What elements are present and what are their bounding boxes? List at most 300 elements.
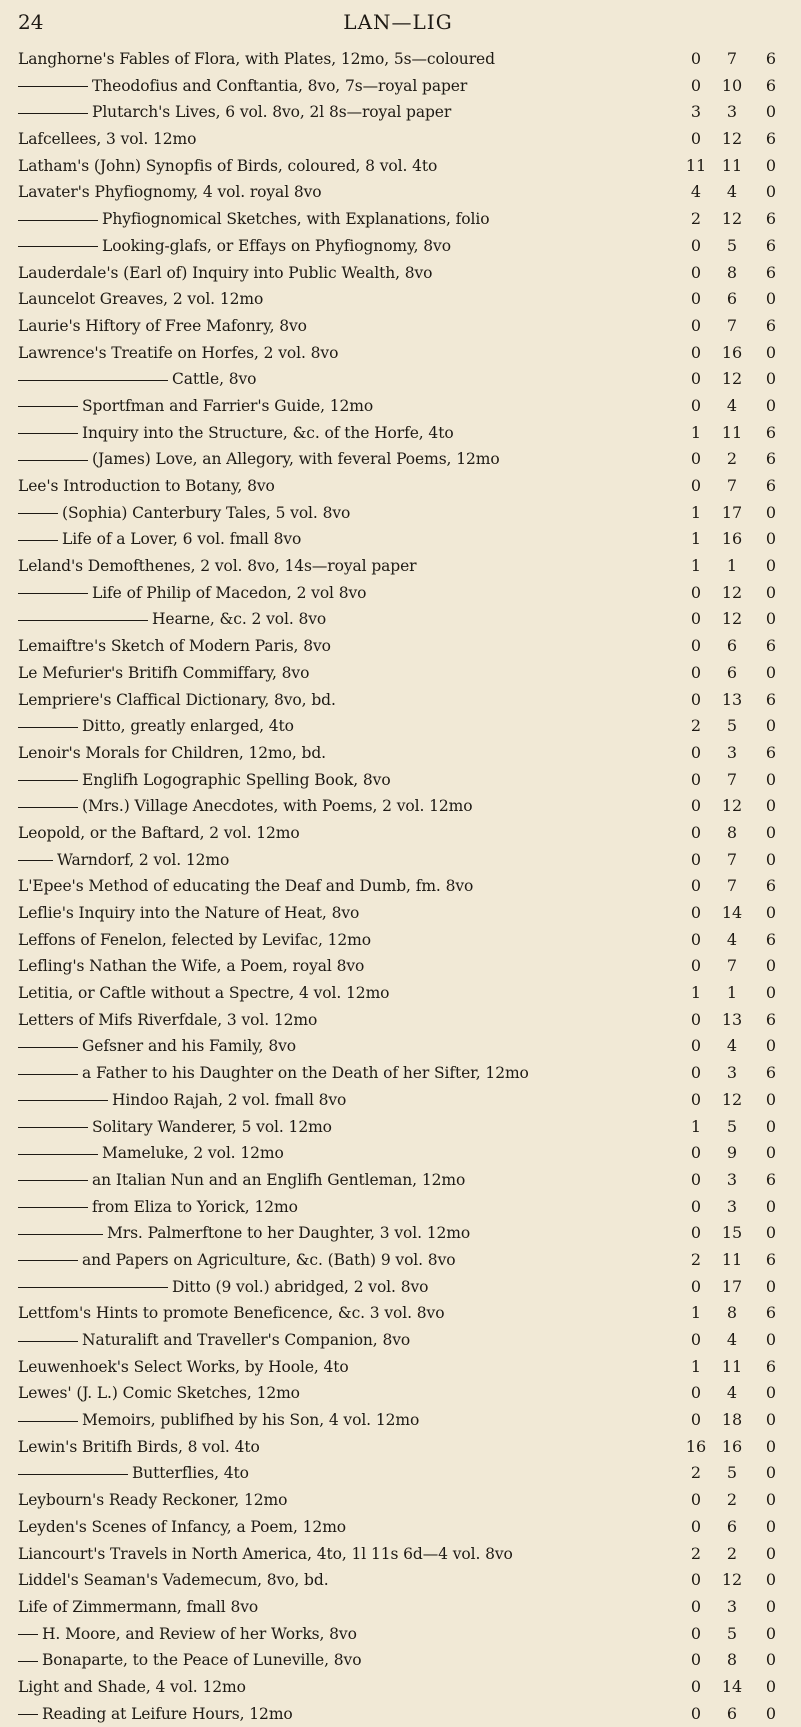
price-shillings: 5 [726, 1623, 738, 1643]
entry-title [18, 767, 618, 794]
catalogue-entry [18, 473, 786, 500]
ditto-dash [18, 220, 98, 221]
catalogue-entry [18, 1541, 786, 1568]
price-shillings: 16 [721, 342, 743, 362]
catalogue-entry [18, 687, 786, 714]
price-pounds: 0 [690, 1143, 702, 1163]
entry-title-text: Memoirs, publifhed by his Son, 4 vol. 12mo [82, 1411, 420, 1430]
ditto-dash [18, 1100, 108, 1101]
entry-title-text: Lee's Introduction to Botany, 8vo [18, 477, 275, 495]
catalogue-entry [18, 820, 786, 847]
entry-title-text: Hearne, &c. 2 vol. 8vo [152, 610, 327, 629]
ditto-dash [18, 1287, 168, 1288]
price-pounds: 0 [690, 1516, 702, 1536]
price-pence: 0 [765, 1383, 777, 1403]
ditto-dash [18, 1047, 78, 1048]
catalogue-entry [18, 793, 786, 820]
price-shillings: 16 [721, 1436, 743, 1456]
price-shillings: 12 [721, 796, 743, 816]
ditto-dash [18, 380, 168, 381]
price-pence: 0 [765, 155, 777, 175]
entry-title-text: a Father to his Daughter on the Death of her Sifter, 12mo [82, 1064, 529, 1083]
ditto-dash [18, 1207, 88, 1208]
price-pounds: 0 [690, 289, 702, 309]
price-pence: 0 [765, 609, 777, 629]
price-pence: 0 [765, 1543, 777, 1563]
price-pence: 6 [765, 1009, 777, 1029]
entry-title-text: Lavater's Phyfiognomy, 4 vol. royal 8vo [18, 183, 322, 202]
entry-title [18, 1647, 618, 1674]
price-pence: 6 [765, 235, 777, 255]
price-shillings: 12 [721, 1570, 743, 1590]
price-shillings: 14 [721, 903, 743, 922]
entry-title [18, 580, 618, 607]
entry-title [18, 313, 618, 340]
price-pounds: 0 [690, 609, 702, 629]
price-pounds: 0 [690, 1490, 702, 1510]
catalogue-entry [18, 900, 786, 927]
price-shillings: 11 [721, 1249, 743, 1269]
price-shillings: 8 [726, 262, 738, 282]
price-shillings: 13 [721, 689, 743, 709]
entry-title-text: H. Moore, and Review of her Works, 8vo [42, 1624, 357, 1643]
entry-title [18, 1567, 618, 1594]
catalogue-entry [18, 1033, 786, 1060]
ditto-dash [18, 1634, 38, 1635]
entry-title [18, 873, 618, 900]
entry-title [18, 927, 618, 954]
price-pounds: 0 [690, 1036, 702, 1056]
price-shillings: 12 [721, 609, 743, 629]
price-shillings: 12 [721, 369, 743, 389]
price-shillings: 12 [721, 1089, 743, 1109]
price-pounds: 16 [685, 1436, 707, 1456]
entry-title-text: Leland's Demofthenes, 2 vol. 8vo, 14s—royal paper [18, 557, 417, 576]
price-shillings: 7 [726, 876, 738, 896]
ditto-dash [18, 1341, 78, 1342]
entry-title [18, 473, 618, 500]
price-pounds: 1 [690, 983, 702, 1003]
price-shillings: 16 [721, 529, 743, 549]
price-shillings: 12 [721, 129, 743, 149]
price-pence: 0 [765, 903, 777, 922]
price-pounds: 0 [690, 849, 702, 869]
entry-title-text: Gefsner and his Family, 8vo [82, 1037, 296, 1056]
entry-title [18, 500, 618, 527]
catalogue-entry [18, 1701, 786, 1727]
entry-title [18, 1541, 618, 1568]
price-pence: 0 [765, 822, 777, 842]
catalogue-list [18, 46, 786, 1727]
entry-title-text: Laurie's Hiftory of Free Mafonry, 8vo [18, 316, 307, 335]
price-pounds: 1 [690, 529, 702, 549]
entry-title-text: (Sophia) Canterbury Tales, 5 vol. 8vo [62, 503, 351, 522]
price-pence: 0 [765, 1623, 777, 1643]
price-pounds: 1 [690, 1356, 702, 1376]
entry-title-text: Ditto, greatly enlarged, 4to [82, 717, 294, 736]
price-pounds: 2 [690, 1249, 702, 1269]
catalogue-entry [18, 1621, 786, 1648]
entry-title-text: Leyden's Scenes of Infancy, a Poem, 12mo [18, 1517, 347, 1536]
price-pence: 0 [765, 1410, 777, 1430]
entry-title-text: Sportfman and Farrier's Guide, 12mo [82, 396, 374, 415]
price-pence: 0 [765, 369, 777, 389]
entry-title-text: Ditto (9 vol.) abridged, 2 vol. 8vo [172, 1277, 429, 1296]
price-pence: 6 [765, 1303, 777, 1323]
price-shillings: 5 [726, 716, 738, 736]
catalogue-entry [18, 847, 786, 874]
price-shillings: 3 [726, 102, 738, 122]
price-pence: 0 [765, 556, 777, 576]
catalogue-entry [18, 953, 786, 980]
entry-title-text: (James) Love, an Allegory, with feveral Poems, 12mo [92, 450, 500, 469]
price-pence: 0 [765, 662, 777, 682]
price-shillings: 4 [726, 1036, 738, 1056]
entry-title-text: from Eliza to Yorick, 12mo [92, 1197, 298, 1216]
price-pounds: 0 [690, 582, 702, 602]
price-pence: 6 [765, 262, 777, 282]
ditto-dash [18, 860, 53, 861]
price-shillings: 6 [726, 662, 738, 682]
price-pounds: 0 [690, 1169, 702, 1189]
price-pounds: 0 [690, 369, 702, 389]
entry-title [18, 1140, 618, 1167]
ditto-dash [18, 433, 78, 434]
entry-title [18, 1701, 618, 1727]
price-shillings: 5 [726, 235, 738, 255]
price-pounds: 1 [690, 502, 702, 522]
price-shillings: 10 [721, 75, 743, 95]
price-shillings: 8 [726, 1303, 738, 1323]
price-shillings: 8 [726, 1650, 738, 1670]
entry-title-text: and Papers on Agriculture, &c. (Bath) 9 vol. 8vo [82, 1250, 456, 1269]
price-pence: 0 [765, 1490, 777, 1510]
price-pounds: 0 [690, 1330, 702, 1349]
price-shillings: 4 [726, 929, 738, 949]
entry-title [18, 126, 618, 153]
price-pounds: 0 [690, 1223, 702, 1243]
price-pence: 0 [765, 582, 777, 602]
entry-title-text: Liddel's Seaman's Vademecum, 8vo, bd. [18, 1571, 329, 1590]
ditto-dash [18, 406, 78, 407]
price-pence: 0 [765, 529, 777, 549]
price-pounds: 0 [690, 449, 702, 469]
price-pence: 6 [765, 476, 777, 495]
price-pence: 0 [765, 1516, 777, 1536]
entry-title-text: Liancourt's Travels in North America, 4to, 1l 11s 6d—4 vol. 8vo [18, 1544, 513, 1563]
price-shillings: 4 [726, 1383, 738, 1403]
price-pence: 0 [765, 102, 777, 122]
price-pounds: 0 [690, 903, 702, 922]
entry-title-text: Light and Shade, 4 vol. 12mo [18, 1677, 246, 1696]
catalogue-entry [18, 740, 786, 767]
entry-title [18, 1274, 618, 1301]
price-pence: 6 [765, 315, 777, 335]
running-head: LAN—LIG [343, 10, 453, 34]
entry-title-text: Letters of Mifs Riverfdale, 3 vol. 12mo [18, 1010, 318, 1029]
price-pounds: 0 [690, 742, 702, 762]
entry-title [18, 366, 618, 393]
price-pounds: 0 [690, 1089, 702, 1109]
ditto-dash [18, 1074, 78, 1075]
price-pounds: 0 [690, 1650, 702, 1670]
entry-title [18, 393, 618, 420]
price-pence: 0 [765, 502, 777, 522]
catalogue-entry [18, 500, 786, 527]
ditto-dash [18, 460, 88, 461]
entry-title [18, 820, 618, 847]
entry-title-text: Leffons of Fenelon, felected by Levifac, 12mo [18, 930, 372, 949]
price-pence: 0 [765, 342, 777, 362]
price-pence: 0 [765, 1143, 777, 1163]
entry-title [18, 1300, 618, 1327]
catalogue-entry [18, 873, 786, 900]
price-pounds: 0 [690, 235, 702, 255]
entry-title [18, 420, 618, 447]
price-pence: 0 [765, 1436, 777, 1456]
entry-title [18, 1487, 618, 1514]
entry-title-text: Langhorne's Fables of Flora, with Plates, 12mo, 5s—coloured [18, 50, 495, 68]
catalogue-entry [18, 553, 786, 580]
entry-title-text: Inquiry into the Structure, &c. of the Horfe, 4to [82, 423, 454, 442]
entry-title-text: Latham's (John) Synopfis of Birds, coloured, 8 vol. 4to [18, 156, 438, 175]
entry-title [18, 1594, 618, 1621]
price-pounds: 0 [690, 636, 702, 656]
price-shillings: 6 [726, 1516, 738, 1536]
entry-title [18, 1407, 618, 1434]
price-pence: 0 [765, 1676, 777, 1696]
catalogue-entry [18, 366, 786, 393]
entry-title [18, 713, 618, 740]
entry-title-text: Reading at Leifure Hours, 12mo [42, 1704, 293, 1723]
price-pounds: 1 [690, 1116, 702, 1136]
catalogue-entry [18, 927, 786, 954]
catalogue-entry [18, 767, 786, 794]
price-shillings: 3 [726, 742, 738, 762]
entry-title-text: Lawrence's Treatife on Horfes, 2 vol. 8vo [18, 343, 339, 362]
entry-title-text: Mameluke, 2 vol. 12mo [102, 1144, 284, 1163]
entry-title-text: Butterflies, 4to [132, 1464, 249, 1483]
catalogue-entry [18, 580, 786, 607]
entry-title [18, 153, 618, 180]
catalogue-entry [18, 446, 786, 473]
entry-title-text: Lettfom's Hints to promote Beneficence, &c. 3 vol. 8vo [18, 1304, 445, 1323]
entry-title-text: Life of Zimmermann, fmall 8vo [18, 1597, 259, 1616]
ditto-dash [18, 1260, 78, 1261]
price-pence: 6 [765, 742, 777, 762]
entry-title-text: Bonaparte, to the Peace of Luneville, 8vo [42, 1651, 362, 1670]
price-pence: 6 [765, 209, 777, 229]
price-pounds: 2 [690, 1543, 702, 1563]
entry-title [18, 179, 618, 206]
catalogue-entry [18, 1380, 786, 1407]
price-pence: 0 [765, 182, 777, 202]
entry-title [18, 1460, 618, 1487]
price-pounds: 1 [690, 1303, 702, 1323]
catalogue-entry [18, 46, 786, 73]
entry-title-text: Life of a Lover, 6 vol. fmall 8vo [62, 530, 302, 549]
catalogue-entry [18, 660, 786, 687]
price-shillings: 6 [726, 1703, 738, 1723]
catalogue-entry [18, 1594, 786, 1621]
price-shillings: 5 [726, 1116, 738, 1136]
price-shillings: 18 [721, 1410, 743, 1430]
price-shillings: 17 [721, 502, 743, 522]
price-pence: 6 [765, 1356, 777, 1376]
catalogue-entry [18, 340, 786, 367]
price-pence: 6 [765, 929, 777, 949]
catalogue-entry [18, 126, 786, 153]
ditto-dash [18, 246, 98, 247]
price-pence: 0 [765, 1089, 777, 1109]
price-shillings: 13 [721, 1009, 743, 1029]
price-shillings: 7 [726, 476, 738, 495]
ditto-dash [18, 1421, 78, 1422]
entry-title [18, 740, 618, 767]
price-pence: 0 [765, 289, 777, 309]
catalogue-entry [18, 313, 786, 340]
price-pounds: 0 [690, 1410, 702, 1430]
entry-title-text: Cattle, 8vo [172, 370, 257, 389]
price-shillings: 4 [726, 1330, 738, 1349]
price-pounds: 0 [690, 1009, 702, 1029]
catalogue-entry [18, 606, 786, 633]
price-pounds: 0 [690, 75, 702, 95]
catalogue-entry [18, 1114, 786, 1141]
entry-title-text: Mrs. Palmerftone to her Daughter, 3 vol. 12mo [107, 1224, 471, 1243]
ditto-dash [18, 513, 58, 514]
entry-title-text: Le Mefurier's Britifh Commiffary, 8vo [18, 663, 310, 682]
catalogue-entry [18, 1247, 786, 1274]
ditto-dash [18, 727, 78, 728]
price-shillings: 2 [726, 449, 738, 469]
entry-title [18, 1621, 618, 1648]
price-shillings: 2 [726, 1490, 738, 1510]
entry-title [18, 46, 618, 73]
entry-title-text: Letitia, or Caftle without a Spectre, 4 vol. 12mo [18, 984, 390, 1003]
price-pence: 0 [765, 1036, 777, 1056]
price-pounds: 0 [690, 1276, 702, 1296]
ditto-dash [18, 540, 58, 541]
price-pounds: 0 [690, 129, 702, 149]
entry-title [18, 1033, 618, 1060]
entry-title [18, 286, 618, 313]
catalogue-entry [18, 179, 786, 206]
entry-title [18, 900, 618, 927]
price-pounds: 2 [690, 1463, 702, 1483]
price-pounds: 0 [690, 1676, 702, 1696]
catalogue-entry [18, 526, 786, 553]
entry-title [18, 1247, 618, 1274]
price-shillings: 7 [726, 315, 738, 335]
entry-title-text: L'Epee's Method of educating the Deaf and Dumb, fm. 8vo [18, 877, 474, 896]
price-shillings: 3 [726, 1169, 738, 1189]
catalogue-entry [18, 1567, 786, 1594]
price-pence: 6 [765, 422, 777, 442]
price-pence: 0 [765, 983, 777, 1003]
catalogue-entry [18, 1087, 786, 1114]
price-pence: 0 [765, 1596, 777, 1616]
entry-title-text: Lefling's Nathan the Wife, a Poem, royal 8vo [18, 957, 365, 976]
entry-title [18, 980, 618, 1007]
catalogue-entry [18, 153, 786, 180]
price-pounds: 0 [690, 315, 702, 335]
price-pence: 6 [765, 75, 777, 95]
entry-title [18, 446, 618, 473]
catalogue-entry [18, 99, 786, 126]
entry-title-text: Lewin's Britifh Birds, 8 vol. 4to [18, 1437, 260, 1456]
ditto-dash [18, 1474, 128, 1475]
entry-title-text: Leybourn's Ready Reckoner, 12mo [18, 1491, 288, 1510]
price-pounds: 0 [690, 476, 702, 495]
price-pence: 0 [765, 1330, 777, 1349]
entry-title-text: Englifh Logographic Spelling Book, 8vo [82, 770, 391, 789]
price-shillings: 7 [726, 769, 738, 789]
catalogue-entry [18, 1514, 786, 1541]
price-shillings: 9 [726, 1143, 738, 1163]
entry-title-text: Solitary Wanderer, 5 vol. 12mo [92, 1117, 332, 1136]
price-pence: 0 [765, 1276, 777, 1296]
price-shillings: 12 [721, 582, 743, 602]
ditto-dash [18, 807, 78, 808]
entry-title-text: Lemaiftre's Sketch of Modern Paris, 8vo [18, 637, 331, 656]
entry-title-text: Launcelot Greaves, 2 vol. 12mo [18, 290, 264, 309]
page-header [18, 10, 778, 40]
entry-title [18, 1167, 618, 1194]
price-pounds: 11 [685, 155, 707, 175]
price-pounds: 0 [690, 262, 702, 282]
catalogue-entry [18, 233, 786, 260]
price-shillings: 7 [726, 49, 738, 68]
price-shillings: 12 [721, 209, 743, 229]
entry-title-text: Warndorf, 2 vol. 12mo [57, 850, 230, 869]
price-pounds: 0 [690, 956, 702, 976]
entry-title-text: Lewes' (J. L.) Comic Sketches, 12mo [18, 1384, 300, 1403]
price-pounds: 0 [690, 769, 702, 789]
entry-title [18, 1114, 618, 1141]
entry-title [18, 1060, 618, 1087]
entry-title [18, 260, 618, 287]
entry-title-text: an Italian Nun and an Englifh Gentleman, 12mo [92, 1170, 466, 1189]
price-pence: 0 [765, 1223, 777, 1243]
ditto-dash [18, 1234, 103, 1235]
price-pence: 0 [765, 769, 777, 789]
price-shillings: 3 [726, 1063, 738, 1083]
entry-title [18, 1354, 618, 1381]
price-pence: 0 [765, 1463, 777, 1483]
price-shillings: 11 [721, 1356, 743, 1376]
catalogue-entry [18, 633, 786, 660]
catalogue-entry [18, 1487, 786, 1514]
catalogue-entry [18, 1167, 786, 1194]
entry-title [18, 660, 618, 687]
entry-title [18, 1087, 618, 1114]
price-pence: 0 [765, 395, 777, 415]
price-pounds: 1 [690, 422, 702, 442]
entry-title [18, 1327, 618, 1354]
price-pounds: 4 [690, 182, 702, 202]
catalogue-entry [18, 1354, 786, 1381]
catalogue-entry [18, 260, 786, 287]
price-pounds: 0 [690, 1196, 702, 1216]
price-shillings: 6 [726, 289, 738, 309]
entry-title-text: Hindoo Rajah, 2 vol. fmall 8vo [112, 1090, 347, 1109]
catalogue-entry [18, 1407, 786, 1434]
entry-title-text: Leflie's Inquiry into the Nature of Heat, 8vo [18, 904, 360, 922]
price-pence: 6 [765, 129, 777, 149]
price-pence: 0 [765, 849, 777, 869]
price-pounds: 0 [690, 1623, 702, 1643]
